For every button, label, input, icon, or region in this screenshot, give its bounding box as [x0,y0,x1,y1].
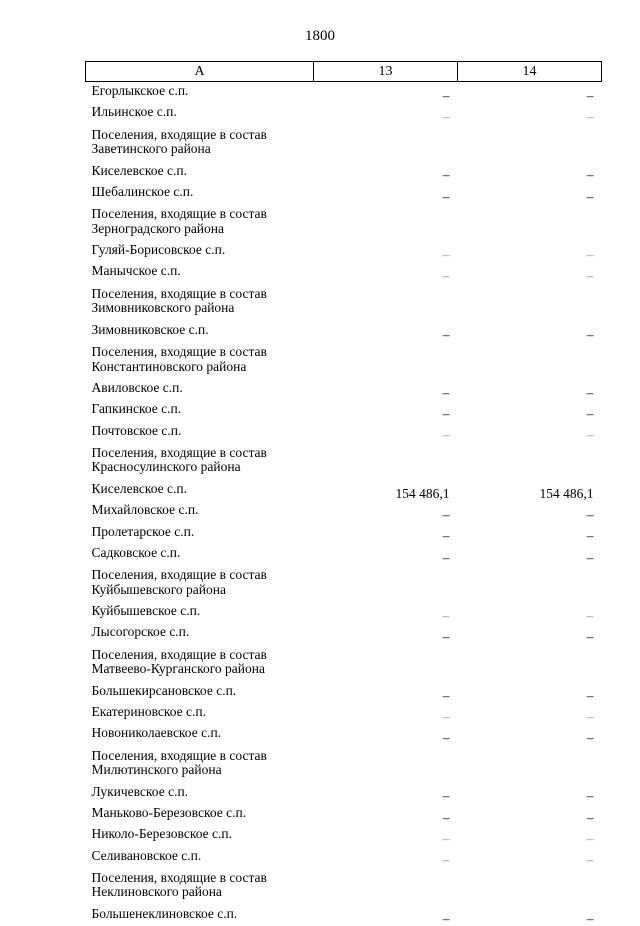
settlement-name-cell: Авиловское с.п. [86,379,314,400]
value-cell-14 [458,703,602,724]
table-body [86,82,602,926]
dash-value: – [587,709,594,724]
table-group-row [86,645,602,682]
value-cell-13 [314,905,458,926]
settlement-name-cell: Поселения, входящие в состав Куйбышевского района [86,565,314,602]
dash-value: – [587,406,594,421]
table-row [86,847,602,868]
value-cell-14 [458,783,602,804]
table-row [86,905,602,926]
value-cell-13 [314,443,458,480]
settlement-name-cell: Николо-Березовское с.п. [86,825,314,846]
value-cell-14 [458,125,602,162]
value-cell-14 [458,379,602,400]
table-group-row [86,284,602,321]
table-row [86,422,602,443]
value-cell-13 [314,342,458,379]
dash-value: – [587,831,594,846]
value-cell-14 [458,523,602,544]
table-row [86,724,602,745]
value-cell-13 [314,284,458,321]
value-cell-13 [314,565,458,602]
dash-value: – [443,327,450,342]
dash-value: – [443,629,450,644]
settlement-name-cell: Садковское с.п. [86,544,314,565]
amount-value: 154 486,1 [396,486,450,501]
dash-value: – [587,730,594,745]
value-cell-14 [458,544,602,565]
value-cell-13 [314,103,458,124]
dash-value: – [587,788,594,803]
value-cell-13 [314,183,458,204]
table-row [86,623,602,644]
value-cell-13 [314,682,458,703]
value-cell-13 [314,523,458,544]
table-row [86,162,602,183]
value-cell-13 [314,204,458,241]
value-cell-13 [314,400,458,421]
dash-value: – [587,608,594,623]
dash-value: – [587,550,594,565]
settlement-name-cell: Поселения, входящие в состав Матвеево-Курганского района [86,645,314,682]
dash-value: – [587,688,594,703]
value-cell-14 [458,602,602,623]
dash-value: – [587,327,594,342]
settlement-name-cell: Лысогорское с.п. [86,623,314,644]
settlement-name-cell: Почтовское с.п. [86,422,314,443]
value-cell-13 [314,422,458,443]
settlement-name-cell: Киселевское с.п. [86,480,314,501]
table-group-row [86,868,602,905]
settlement-name-cell: Михайловское с.п. [86,501,314,522]
settlement-name-cell: Лукичевское с.п. [86,783,314,804]
value-cell-13 [314,746,458,783]
table-row [86,825,602,846]
value-cell-13 [314,623,458,644]
settlement-name-cell: Зимовниковское с.п. [86,321,314,342]
value-cell-14 [458,183,602,204]
dash-value: – [443,109,450,124]
value-cell-14 [458,746,602,783]
settlement-name-cell: Егорлыкское с.п. [86,82,314,104]
value-cell-13 [314,825,458,846]
value-cell-14 [458,284,602,321]
value-cell-14 [458,565,602,602]
value-cell-13 [314,241,458,262]
dash-value: – [443,189,450,204]
dash-value: – [443,507,450,522]
value-cell-14 [458,847,602,868]
value-cell-14 [458,645,602,682]
value-cell-14 [458,868,602,905]
settlement-name-cell: Куйбышевское с.п. [86,602,314,623]
settlement-name-cell: Большекирсановское с.п. [86,682,314,703]
table-row [86,400,602,421]
table-row [86,321,602,342]
value-cell-14 [458,82,602,104]
value-cell-13 [314,724,458,745]
table-group-row [86,746,602,783]
value-cell-13 [314,868,458,905]
settlement-name-cell: Гапкинское с.п. [86,400,314,421]
settlement-name-cell: Екатериновское с.п. [86,703,314,724]
value-cell-14 [458,825,602,846]
dash-value: – [443,167,450,182]
table-row [86,183,602,204]
settlement-name-cell: Поселения, входящие в состав Милютинского района [86,746,314,783]
dash-value: – [587,528,594,543]
dash-value: – [443,268,450,283]
table-row [86,682,602,703]
value-cell-14 [458,103,602,124]
table-row [86,523,602,544]
settlement-name-cell: Киселевское с.п. [86,162,314,183]
value-cell-13 [314,703,458,724]
dash-value: – [587,385,594,400]
value-cell-14 [458,443,602,480]
settlement-name-cell: Гуляй-Борисовское с.п. [86,241,314,262]
table-row [86,82,602,104]
settlement-name-cell: Шебалинское с.п. [86,183,314,204]
dash-value: – [443,688,450,703]
dash-value: – [443,550,450,565]
table-group-row [86,125,602,162]
settlement-name-cell: Ильинское с.п. [86,103,314,124]
value-cell-14 [458,480,602,501]
value-cell-14 [458,262,602,283]
page-number: 1800 [0,28,640,45]
value-cell-14 [458,241,602,262]
dash-value: – [587,810,594,825]
table-group-row [86,204,602,241]
table-header-row [86,62,602,82]
value-cell-14 [458,422,602,443]
value-cell-13 [314,162,458,183]
dash-value: – [587,88,594,103]
settlement-name-cell: Манычское с.п. [86,262,314,283]
table-row [86,783,602,804]
value-cell-14 [458,724,602,745]
value-cell-14 [458,162,602,183]
value-cell-13 [314,321,458,342]
value-cell-13 [314,82,458,104]
dash-value: – [443,247,450,262]
amount-value: 154 486,1 [540,486,594,501]
dash-value: – [587,629,594,644]
dash-value: – [587,109,594,124]
value-cell-13 [314,544,458,565]
dash-value: – [443,88,450,103]
dash-value: – [443,528,450,543]
table-row [86,804,602,825]
value-cell-13 [314,379,458,400]
value-cell-14 [458,905,602,926]
dash-value: – [587,167,594,182]
value-cell-14 [458,501,602,522]
value-cell-14 [458,400,602,421]
dash-value: – [587,507,594,522]
value-cell-13 [314,125,458,162]
value-cell-13 [314,501,458,522]
budget-table [85,61,602,926]
dash-value: – [443,810,450,825]
table-row [86,379,602,400]
value-cell-13 [314,262,458,283]
settlement-name-cell: Поселения, входящие в состав Зимовниковского района [86,284,314,321]
settlement-name-cell: Новониколаевское с.п. [86,724,314,745]
dash-value: – [443,730,450,745]
settlement-name-cell: Селивановское с.п. [86,847,314,868]
table-row [86,544,602,565]
value-cell-13 [314,645,458,682]
value-cell-14 [458,623,602,644]
dash-value: – [443,709,450,724]
settlement-name-cell: Поселения, входящие в состав Красносулинского района [86,443,314,480]
dash-value: – [443,608,450,623]
value-cell-14 [458,321,602,342]
value-cell-14 [458,682,602,703]
value-cell-13 [314,804,458,825]
table-row [86,480,602,501]
value-cell-13 [314,602,458,623]
settlement-name-cell: Маньково-Березовское с.п. [86,804,314,825]
value-cell-14 [458,342,602,379]
dash-value: – [443,385,450,400]
dash-value: – [587,268,594,283]
settlement-name-cell: Пролетарское с.п. [86,523,314,544]
column-header-13: 13 [314,62,458,82]
value-cell-14 [458,804,602,825]
table-group-row [86,565,602,602]
dash-value: – [587,911,594,926]
table-group-row [86,342,602,379]
dash-value: – [587,852,594,867]
dash-value: – [443,406,450,421]
table-row [86,103,602,124]
settlement-name-cell: Поселения, входящие в состав Неклиновского района [86,868,314,905]
table-row [86,703,602,724]
dash-value: – [587,189,594,204]
table-group-row [86,443,602,480]
dash-value: – [443,788,450,803]
table-row [86,501,602,522]
dash-value: – [443,911,450,926]
settlement-name-cell: Поселения, входящие в состав Константиновского района [86,342,314,379]
column-header-a: А [86,62,314,82]
settlement-name-cell: Поселения, входящие в состав Заветинского района [86,125,314,162]
table-row [86,602,602,623]
dash-value: – [443,852,450,867]
dash-value: – [443,831,450,846]
column-header-14: 14 [458,62,602,82]
settlement-name-cell: Большенеклиновское с.п. [86,905,314,926]
table-row [86,262,602,283]
value-cell-13 [314,847,458,868]
dash-value: – [443,427,450,442]
value-cell-13 [314,783,458,804]
settlement-name-cell: Поселения, входящие в состав Зерноградского района [86,204,314,241]
value-cell-14 [458,204,602,241]
dash-value: – [587,247,594,262]
dash-value: – [587,427,594,442]
value-cell-13 [314,480,458,501]
table-row [86,241,602,262]
